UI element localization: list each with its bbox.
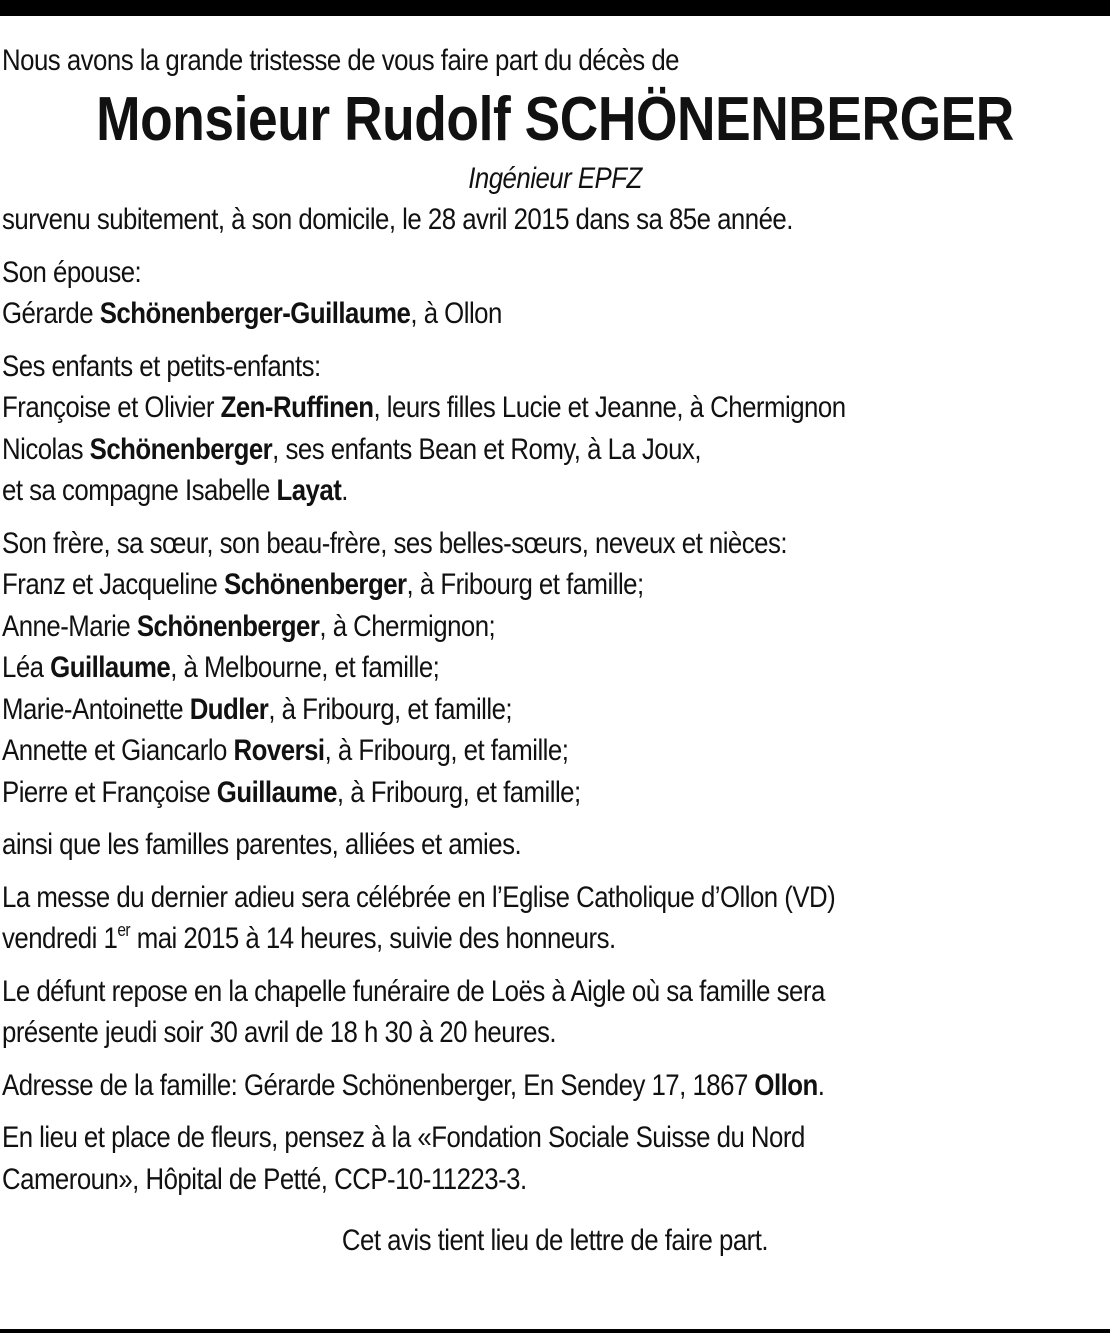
flowers-line: Cameroun», Hôpital de Petté, CCP-10-11223-3. — [2, 1162, 527, 1196]
children-line: Nicolas Schönenberger, ses enfants Bean et Romy, à La Joux, — [2, 432, 701, 466]
mass-line: La messe du dernier adieu sera célébrée en l’Eglise Catholique d’Ollon (VD) — [2, 880, 836, 914]
siblings-line: Pierre et Françoise Guillaume, à Fribourg, et famille; — [2, 775, 581, 809]
siblings-line: Anne-Marie Schönenberger, à Chermignon; — [2, 609, 496, 643]
siblings-line: Marie-Antoinette Dudler, à Fribourg, et famille; — [2, 692, 513, 726]
spouse-heading: Son épouse: — [2, 255, 142, 289]
spouse-last-name: Schönenberger-Guillaume — [99, 297, 411, 330]
mass-line: vendredi 1er mai 2015 à 14 heures, suivie des honneurs. — [2, 920, 616, 955]
siblings-heading: Son frère, sa sœur, son beau-frère, ses belles-sœurs, neveux et nièces: — [2, 526, 788, 560]
death-line: survenu subitement, à son domicile, le 28 avril 2015 dans sa 85e année. — [2, 203, 793, 236]
spouse-first-name: Gérarde — [2, 297, 100, 330]
deceased-name: Monsieur Rudolf SCHÖNENBERGER — [96, 84, 1014, 154]
closing-text: Cet avis tient lieu de lettre de faire part. — [341, 1224, 769, 1257]
deceased-title: Ingénieur EPFZ — [468, 161, 642, 195]
obituary-notice — [2, 40, 1108, 1262]
chapel-line: présente jeudi soir 30 avril de 18 h 30 à 20 heures. — [2, 1016, 557, 1049]
children-heading: Ses enfants et petits-enfants: — [2, 349, 321, 383]
children-line: et sa compagne Isabelle Layat. — [2, 474, 348, 507]
chapel-line: Le défunt repose en la chapelle funéraire de Loës à Aigle où sa famille sera — [2, 974, 825, 1008]
families-line: ainsi que les familles parentes, alliées et amies. — [2, 828, 522, 861]
spouse-line — [2, 293, 1108, 335]
siblings-line: Léa Guillaume, à Melbourne, et famille; — [2, 651, 440, 684]
flowers-line: En lieu et place de fleurs, pensez à la «Fondation Sociale Suisse du Nord — [2, 1121, 805, 1154]
intro-text: Nous avons la grande tristesse de vous faire part du décès de — [2, 44, 680, 77]
bottom-rule — [0, 1329, 1110, 1333]
children-line: Françoise et Olivier Zen-Ruffinen, leurs filles Lucie et Jeanne, à Chermignon — [2, 391, 846, 424]
siblings-line: Franz et Jacqueline Schönenberger, à Fribourg et famille; — [2, 568, 644, 601]
spouse-place: , à Ollon — [410, 297, 502, 330]
address-line: Adresse de la famille: Gérarde Schönenberger, En Sendey 17, 1867 Ollon. — [2, 1068, 825, 1102]
top-rule — [0, 0, 1110, 16]
siblings-line: Annette et Giancarlo Roversi, à Fribourg, et famille; — [2, 734, 569, 767]
